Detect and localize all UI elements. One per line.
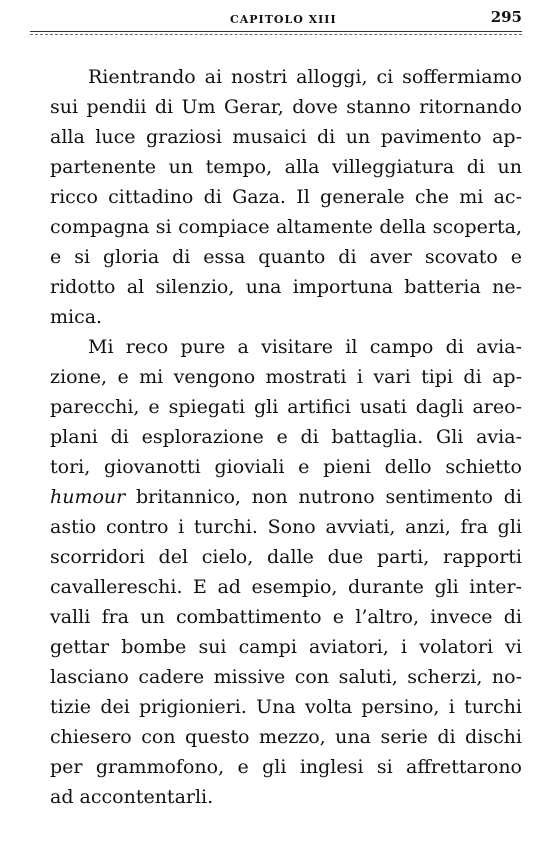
page-header (30, 4, 522, 38)
text-line: chiesero con questo mezzo, una serie di dischi (50, 726, 522, 748)
text-line: lasciano cadere missive con saluti, scherzi, no- (50, 666, 522, 688)
running-head: CAPITOLO XIII (230, 13, 337, 26)
text-line: tori, giovanotti gioviali e pieni dello schietto (50, 456, 522, 478)
paragraph-2 (50, 332, 522, 812)
text-line: astio contro i turchi. Sono avviati, anzi, fra gli (50, 516, 522, 538)
text-line: ad accontentarli. (50, 786, 214, 808)
header-rule-dotted (30, 34, 522, 35)
text-line: scorridori del cielo, dalle due parti, rapporti (50, 546, 522, 568)
text-line: e si gloria di essa quanto di aver scovato e (50, 246, 522, 268)
text-line: zione, e mi vengono mostrati i vari tipi di ap- (50, 366, 522, 388)
text-line: mica. (50, 306, 103, 328)
page-number: 295 (490, 8, 522, 26)
text-line: plani di esplorazione e di battaglia. Gli avia- (50, 426, 522, 448)
text-line: sui pendii di Um Gerar, dove stanno ritornando (50, 96, 522, 118)
paragraph-1 (50, 62, 522, 332)
text-line: cavallereschi. E ad esempio, durante gli inter- (50, 576, 522, 598)
text-line: gettar bombe sui campi aviatori, i volatori vi (50, 636, 522, 658)
text-line-with-italic (50, 482, 522, 512)
text-line: partenente un tempo, alla villeggiatura di un (50, 156, 522, 178)
text-fragment: britannico, non nutrono sentimento di (125, 486, 522, 508)
text-line: alla luce graziosi musaici di un pavimento ap- (50, 126, 522, 148)
body-text (50, 62, 522, 812)
header-rule (30, 31, 522, 32)
text-line: ricco cittadino di Gaza. Il generale che mi ac- (50, 186, 522, 208)
text-line: Mi reco pure a visitare il campo di avia- (88, 336, 522, 358)
text-line: parecchi, e spiegati gli artifici usati dagli areo- (50, 396, 522, 418)
text-line: valli fra un combattimento e l’altro, invece di (50, 606, 522, 628)
text-line: per grammofono, e gli inglesi si affrettarono (50, 756, 522, 778)
text-line: compagna si compiace altamente della scoperta, (50, 216, 522, 238)
text-line: Rientrando ai nostri alloggi, ci soffermiamo (88, 66, 522, 88)
text-line: ridotto al silenzio, una importuna batteria ne- (50, 276, 522, 298)
text-line: tizie dei prigionieri. Una volta persino, i turchi (50, 696, 522, 718)
italic-word: humour (50, 486, 126, 508)
